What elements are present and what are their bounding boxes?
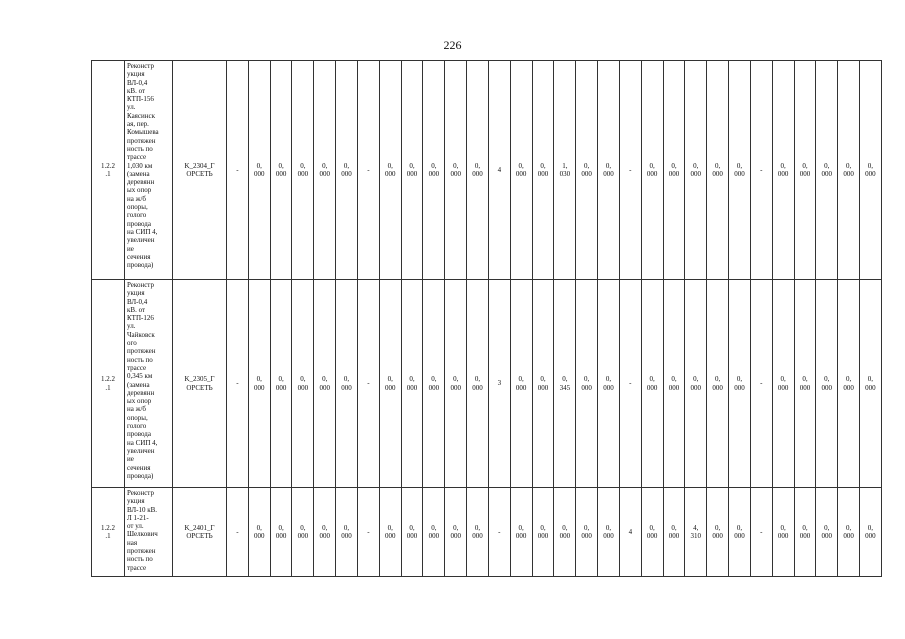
value-cell: 0, 000 — [838, 280, 860, 488]
value-cell: 0, 000 — [772, 61, 794, 280]
value-cell: 0, 000 — [379, 61, 401, 280]
value-cell: 0, 000 — [729, 280, 751, 488]
value-cell: 0, 000 — [816, 280, 838, 488]
value-cell: 0, 000 — [860, 61, 882, 280]
value-cell: 0, 000 — [379, 280, 401, 488]
value-cell: 0, 000 — [336, 488, 358, 577]
value-cell: 0, 000 — [314, 61, 336, 280]
project-description-cell: Реконстр укция ВЛ-10 кВ. Л 1-21- от ул. Шелкович ная протяжен ность по трассе — [125, 488, 173, 577]
page-number: 226 — [443, 38, 462, 52]
value-cell: - — [227, 61, 249, 280]
value-cell: 0, 000 — [663, 280, 685, 488]
value-cell: 3 — [488, 280, 510, 488]
value-cell: 0, 000 — [248, 280, 270, 488]
value-cell: 0, 000 — [270, 488, 292, 577]
value-cell: - — [357, 280, 379, 488]
value-cell: 0, 000 — [467, 61, 489, 280]
table-row — [92, 280, 882, 488]
value-cell: 4 — [619, 488, 641, 577]
value-cell: 0, 000 — [838, 61, 860, 280]
value-cell: - — [619, 61, 641, 280]
value-cell: 0, 000 — [641, 280, 663, 488]
value-cell: 0, 000 — [292, 61, 314, 280]
value-cell: 0, 000 — [554, 488, 576, 577]
value-cell: 0, 000 — [576, 488, 598, 577]
value-cell: 4 — [488, 61, 510, 280]
value-cell: 0, 000 — [445, 61, 467, 280]
item-number-cell: 1.2.2 .1 — [92, 488, 125, 577]
value-cell: 0, 000 — [510, 61, 532, 280]
value-cell: 0, 000 — [423, 280, 445, 488]
table-row — [92, 61, 882, 280]
value-cell: 1, 030 — [554, 61, 576, 280]
value-cell: 0, 000 — [794, 488, 816, 577]
value-cell: 0, 000 — [270, 280, 292, 488]
value-cell: 0, 000 — [576, 61, 598, 280]
value-cell: 0, 000 — [532, 488, 554, 577]
value-cell: 0, 000 — [423, 61, 445, 280]
value-cell: - — [488, 488, 510, 577]
value-cell: - — [619, 280, 641, 488]
value-cell: 0, 000 — [401, 280, 423, 488]
value-cell: 0, 000 — [445, 280, 467, 488]
value-cell: 0, 000 — [685, 61, 707, 280]
item-number-cell: 1.2.2 .1 — [92, 280, 125, 488]
value-cell: 0, 000 — [379, 488, 401, 577]
value-cell: 0, 000 — [663, 488, 685, 577]
value-cell: - — [750, 488, 772, 577]
value-cell: 0, 000 — [772, 488, 794, 577]
table-row — [92, 488, 882, 577]
value-cell: 0, 000 — [707, 488, 729, 577]
value-cell: 4, 310 — [685, 488, 707, 577]
item-number-cell: 1.2.2 .1 — [92, 61, 125, 280]
value-cell: - — [357, 488, 379, 577]
value-cell: - — [750, 61, 772, 280]
value-cell: 0, 000 — [292, 280, 314, 488]
value-cell: 0, 345 — [554, 280, 576, 488]
value-cell: 0, 000 — [707, 280, 729, 488]
project-description-cell: Реконстр укция ВЛ-0,4 кВ. от КТП-156 ул. Каясинск ая, пер. Комышева протяжен ность по трассе 1,030 км (замена деревянн ых опор на ж/б опоры, голого провода на СИП 4, увеличен ие сечения провода) — [125, 61, 173, 280]
value-cell: - — [357, 61, 379, 280]
value-cell: 0, 000 — [860, 488, 882, 577]
value-cell: 0, 000 — [270, 61, 292, 280]
value-cell: 0, 000 — [401, 488, 423, 577]
value-cell: 0, 000 — [510, 280, 532, 488]
value-cell: 0, 000 — [248, 61, 270, 280]
value-cell: 0, 000 — [598, 61, 620, 280]
investment-program-table — [91, 60, 882, 577]
value-cell: 0, 000 — [467, 488, 489, 577]
project-code-cell: K_2305_Г ОРСЕТЬ — [173, 280, 227, 488]
value-cell: 0, 000 — [532, 61, 554, 280]
value-cell: 0, 000 — [248, 488, 270, 577]
project-code-cell: K_2401_Г ОРСЕТЬ — [173, 488, 227, 577]
value-cell: 0, 000 — [729, 488, 751, 577]
value-cell: 0, 000 — [598, 488, 620, 577]
value-cell: 0, 000 — [707, 61, 729, 280]
value-cell: 0, 000 — [860, 280, 882, 488]
value-cell: 0, 000 — [794, 280, 816, 488]
value-cell: 0, 000 — [794, 61, 816, 280]
value-cell: - — [750, 280, 772, 488]
value-cell: 0, 000 — [576, 280, 598, 488]
value-cell: 0, 000 — [445, 488, 467, 577]
value-cell: 0, 000 — [772, 280, 794, 488]
value-cell: 0, 000 — [641, 488, 663, 577]
value-cell: - — [227, 280, 249, 488]
value-cell: 0, 000 — [729, 61, 751, 280]
value-cell: 0, 000 — [336, 61, 358, 280]
project-description-cell: Реконстр укция ВЛ-0,4 кВ. от КТП-126 ул. Чайковск ого протяжен ность по трассе 0,345 км (замена деревянн ых опор на ж/б опоры, голого провода на СИП 4, увеличен ие сечения провода) — [125, 280, 173, 488]
value-cell: 0, 000 — [467, 280, 489, 488]
value-cell: 0, 000 — [685, 280, 707, 488]
project-code-cell: K_2304_Г ОРСЕТЬ — [173, 61, 227, 280]
value-cell: 0, 000 — [423, 488, 445, 577]
value-cell: 0, 000 — [314, 488, 336, 577]
value-cell: 0, 000 — [838, 488, 860, 577]
value-cell: 0, 000 — [641, 61, 663, 280]
value-cell: 0, 000 — [598, 280, 620, 488]
value-cell: 0, 000 — [336, 280, 358, 488]
value-cell: 0, 000 — [314, 280, 336, 488]
value-cell: 0, 000 — [816, 61, 838, 280]
value-cell: - — [227, 488, 249, 577]
value-cell: 0, 000 — [663, 61, 685, 280]
value-cell: 0, 000 — [816, 488, 838, 577]
value-cell: 0, 000 — [401, 61, 423, 280]
value-cell: 0, 000 — [292, 488, 314, 577]
value-cell: 0, 000 — [532, 280, 554, 488]
value-cell: 0, 000 — [510, 488, 532, 577]
